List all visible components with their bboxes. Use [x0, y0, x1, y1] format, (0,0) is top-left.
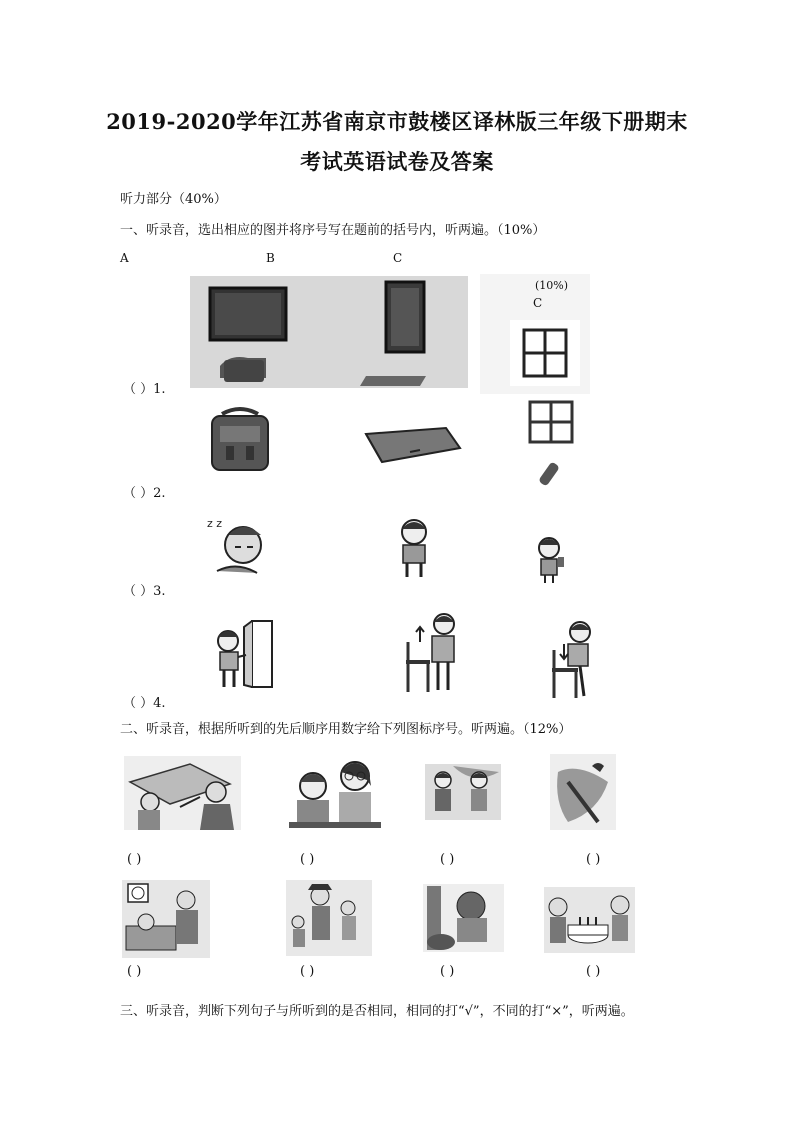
- item3-picture-a: [205, 513, 275, 581]
- part2-picture-6: [284, 878, 374, 958]
- part3-instruction: 三、听录音，判断下列句子与所听到的是否相同，相同的打“√”，不同的打“×”，听两遍。: [120, 1004, 634, 1019]
- column-a-label: A: [120, 251, 129, 265]
- part2-picture-5: [120, 878, 212, 960]
- part2-answer-7[interactable]: ( ): [440, 964, 455, 979]
- part2-answer-8[interactable]: ( ): [586, 964, 601, 979]
- boy-sitting-down-icon: [550, 620, 595, 700]
- item2-picture-c: [520, 398, 580, 493]
- item2-picture-a: [200, 404, 280, 476]
- listening-header: 听力部分（40%）: [120, 192, 227, 207]
- item1-bracket[interactable]: （ ）1.: [123, 382, 166, 397]
- part2-picture-4: [548, 752, 618, 832]
- item3-picture-b: [393, 515, 435, 580]
- tree-and-bear-icon: [421, 882, 506, 954]
- part1-instruction: 一、听录音，选出相应的图并将序号写在题前的括号内，听两遍。（10%）: [120, 223, 546, 238]
- girl-drinking-icon: [533, 535, 569, 585]
- birthday-cake-icon: [542, 885, 637, 955]
- part2-answer-4[interactable]: ( ): [586, 852, 601, 867]
- part2-instruction: 二、听录音，根据所听到的先后顺序用数字给下列图标序号。听两遍。（12%）: [120, 722, 572, 737]
- bird-in-tree-icon: [548, 752, 618, 832]
- item4-picture-c: [550, 620, 595, 700]
- column-b-label: B: [266, 251, 275, 265]
- item1-picture-c: [510, 320, 580, 386]
- part2-picture-3: [423, 762, 503, 822]
- item3-bracket[interactable]: （ ）3.: [123, 584, 166, 599]
- door-icon: [298, 276, 468, 388]
- page-title: 2019-2020学年江苏省南京市鼓楼区译林版三年级下册期末: [106, 109, 688, 134]
- item4-picture-b: [400, 612, 462, 694]
- blackboard-icon: [190, 276, 298, 388]
- item1-picture-b: [298, 276, 468, 388]
- item4-picture-a: [212, 619, 277, 691]
- part2-answer-1[interactable]: ( ): [127, 852, 142, 867]
- boy-and-girl-icon: [285, 752, 385, 832]
- part2-answer-6[interactable]: ( ): [300, 964, 315, 979]
- svg-text:z z: z z: [207, 517, 223, 530]
- item2-picture-b: [360, 420, 465, 470]
- part2-picture-8: [542, 885, 637, 955]
- part2-answer-5[interactable]: ( ): [127, 964, 142, 979]
- scan-note: (10%): [535, 279, 569, 292]
- part2-picture-7: [421, 882, 506, 954]
- sleeping-boy-icon: [205, 513, 275, 581]
- item2-bracket[interactable]: （ ）2.: [123, 486, 166, 501]
- bedroom-morning-icon: [120, 878, 212, 960]
- pencil-case-icon: [360, 420, 465, 470]
- scan-column-label: C: [533, 296, 543, 310]
- part2-answer-3[interactable]: ( ): [440, 852, 455, 867]
- part2-picture-2: [285, 752, 385, 832]
- boy-standing-up-icon: [400, 612, 462, 694]
- item1-picture-a: [190, 276, 298, 388]
- girl-opening-door-icon: [212, 619, 277, 691]
- item3-picture-c: [533, 535, 569, 585]
- girl-crying-icon: [393, 515, 435, 580]
- part2-picture-1: [120, 752, 245, 834]
- column-c-label: C: [393, 251, 403, 265]
- family-park-icon: [284, 878, 374, 958]
- schoolbag-icon: [200, 404, 280, 476]
- page-subtitle: 考试英语试卷及答案: [300, 149, 494, 174]
- classroom-teacher-icon: [120, 752, 245, 834]
- part2-answer-2[interactable]: ( ): [300, 852, 315, 867]
- window-icon: [520, 398, 580, 493]
- two-children-icon: [423, 762, 503, 822]
- window-icon: [510, 320, 580, 386]
- item4-bracket[interactable]: （ ）4.: [123, 696, 166, 711]
